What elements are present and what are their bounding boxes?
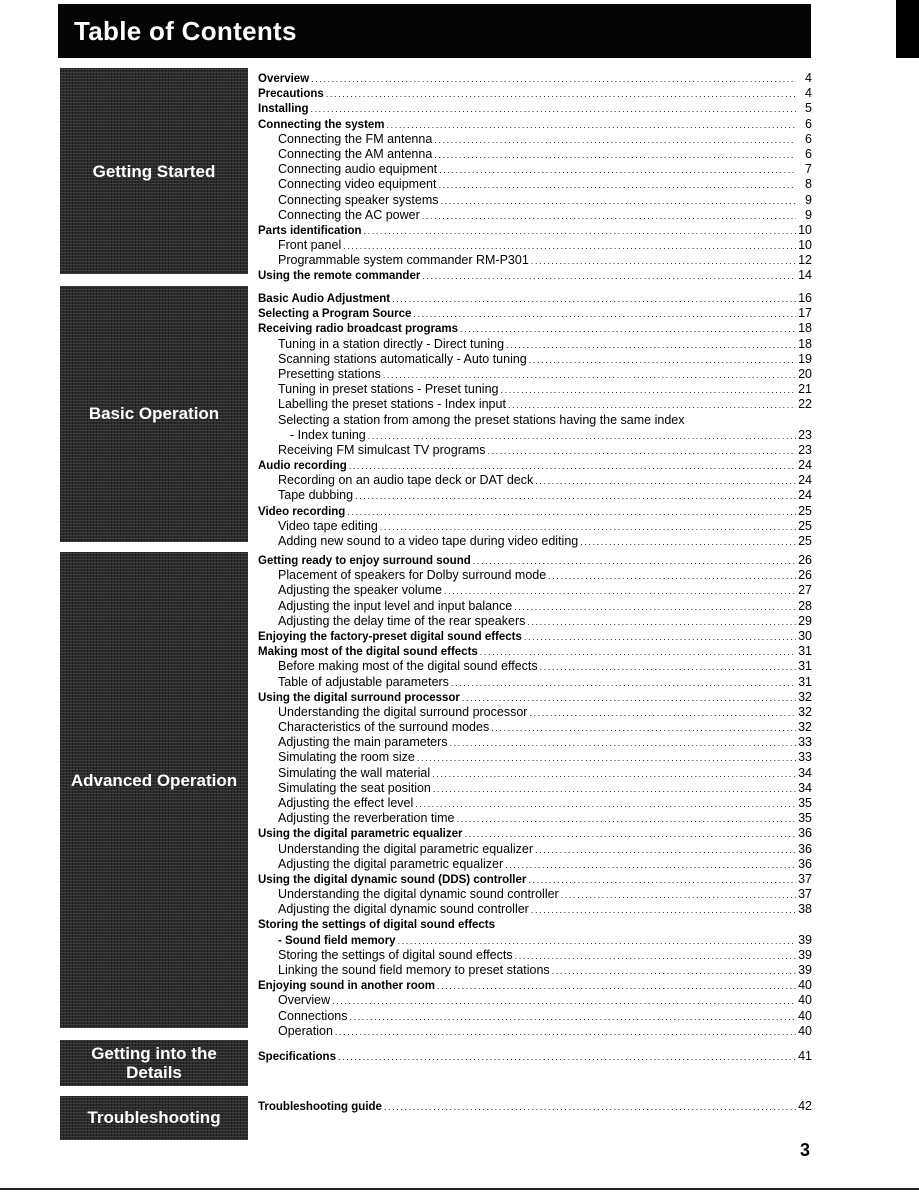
toc-entry	[258, 238, 812, 253]
section-block-advanced-operation	[60, 552, 248, 1028]
section-label-troubleshooting: Troubleshooting	[87, 1108, 221, 1127]
toc-entry-title: - Index tuning	[290, 427, 366, 442]
toc-page-number: 4	[805, 71, 812, 85]
toc-entry-title: Storing the settings of digital sound effects	[258, 918, 496, 931]
toc-page-number: 16	[798, 291, 812, 305]
toc-entry-title: Storing the settings of digital sound effects	[278, 947, 513, 962]
toc-page-number: 40	[798, 1008, 812, 1023]
toc-entry-title: - Sound field memory	[278, 934, 396, 947]
toc-leader-dots	[417, 751, 796, 765]
toc-entry-title: Troubleshooting guide	[258, 1101, 382, 1113]
toc-entry-title: Connecting the system	[258, 118, 385, 131]
toc-page-number: 35	[798, 811, 812, 826]
toc-entry-title: Video recording	[258, 505, 346, 518]
section-label-getting-started: Getting Started	[92, 162, 216, 181]
toc-page-number: 25	[798, 518, 812, 533]
toc-leader-dots	[451, 676, 796, 690]
toc-entry-title: Overview	[258, 73, 310, 85]
toc-leader-dots	[548, 569, 796, 583]
toc-entry	[258, 352, 812, 367]
toc-entry	[258, 71, 812, 86]
toc-entry-title: Presetting stations	[278, 366, 381, 381]
toc-page-number: 32	[798, 720, 812, 735]
toc-entry-title: Connecting the FM antenna	[278, 131, 433, 146]
toc-page-number: 37	[798, 887, 812, 902]
toc-leader-dots	[506, 338, 796, 352]
toc-page-number: 32	[798, 704, 812, 719]
toc-entry	[258, 750, 812, 765]
toc-page-number: 25	[798, 534, 812, 548]
toc-leader-dots	[349, 459, 796, 473]
toc-page-number: 30	[798, 628, 812, 643]
toc-entry-title: Connecting video equipment	[278, 177, 437, 192]
toc-entry	[258, 147, 812, 162]
section-block-basic-operation	[60, 286, 248, 542]
toc-entry	[258, 101, 812, 116]
toc-entry	[258, 568, 812, 583]
toc-entry-title: Simulating the seat position	[278, 780, 431, 795]
toc-entry	[258, 811, 812, 826]
bottom-rule	[0, 1188, 919, 1190]
page-title: Table of Contents	[74, 16, 297, 46]
toc-page-number: 4	[805, 86, 812, 101]
toc-leader-dots	[364, 224, 796, 238]
toc-leader-dots	[415, 797, 796, 811]
toc-leader-dots	[434, 148, 796, 162]
toc-section-troubleshooting	[258, 1099, 812, 1114]
toc-entry-title: Adjusting the main parameters	[278, 735, 448, 750]
toc-entry	[258, 614, 812, 629]
header-bar	[58, 4, 811, 58]
toc-entry-title: Using the digital dynamic sound (DDS) controller	[258, 873, 527, 886]
toc-leader-dots	[450, 736, 796, 750]
toc-entry	[258, 321, 812, 336]
toc-leader-dots	[350, 1010, 797, 1024]
toc-entry-title: Recording on an audio tape deck or DAT deck	[278, 473, 534, 488]
toc-page-number: 31	[798, 674, 812, 689]
toc-page-number: 23	[798, 442, 812, 457]
toc-entry	[258, 993, 812, 1008]
toc-section-advanced-operation	[258, 553, 812, 1039]
toc-leader-dots	[392, 292, 796, 306]
toc-entry	[258, 504, 812, 519]
toc-entry	[258, 337, 812, 352]
toc-page-number: 39	[798, 932, 812, 947]
toc-page-number: 20	[798, 366, 812, 381]
toc-leader-dots	[514, 600, 796, 614]
toc-leader-dots	[437, 979, 796, 993]
toc-leader-dots	[338, 1050, 796, 1064]
toc-page-number: 29	[798, 613, 812, 628]
section-label-getting-into-details-line1: Getting into the	[91, 1044, 217, 1063]
toc-leader-dots	[432, 767, 796, 781]
toc-entry-title: Using the digital parametric equalizer	[258, 828, 463, 841]
toc-entry-title: Receiving FM simulcast TV programs	[278, 442, 486, 457]
toc-entry-title: Specifications	[258, 1051, 336, 1063]
toc-entry-title: Using the digital surround processor	[258, 691, 460, 704]
toc-entry-title: Characteristics of the surround modes	[278, 720, 490, 735]
toc-entry	[258, 1024, 812, 1039]
toc-entry	[258, 132, 812, 147]
toc-page-number: 40	[798, 978, 812, 993]
toc-entry	[258, 1009, 812, 1024]
toc-section-getting-into-details	[258, 1049, 812, 1064]
toc-leader-dots	[456, 812, 796, 826]
toc-entry	[258, 428, 812, 443]
toc-page-number: 39	[798, 963, 812, 978]
toc-entry-title: Selecting a Program Source	[258, 308, 412, 321]
toc-leader-dots	[531, 254, 796, 268]
toc-leader-dots	[527, 615, 796, 629]
toc-leader-dots	[487, 444, 796, 458]
toc-entry	[258, 193, 812, 208]
toc-page-number: 8	[805, 177, 812, 192]
toc-entry-title: Getting ready to enjoy surround sound	[258, 555, 471, 567]
toc-entry	[258, 1099, 812, 1114]
toc-leader-dots	[310, 102, 796, 116]
toc-entry	[258, 659, 812, 674]
toc-leader-dots	[528, 873, 796, 887]
section-label-advanced-operation: Advanced Operation	[70, 771, 238, 790]
toc-entry	[258, 599, 812, 614]
toc-leader-dots	[383, 368, 796, 382]
toc-entry	[258, 629, 812, 644]
toc-page-number: 33	[798, 750, 812, 765]
toc-leader-dots	[387, 118, 796, 132]
toc-leader-dots	[439, 163, 796, 177]
toc-page-number: 26	[798, 568, 812, 583]
toc-leader-dots	[422, 209, 796, 223]
toc-entry	[258, 253, 812, 268]
toc-entry	[258, 766, 812, 781]
toc-leader-dots	[380, 520, 796, 534]
toc-leader-dots	[433, 782, 796, 796]
toc-entry-title: Placement of speakers for Dolby surround mode	[278, 568, 547, 583]
toc-entry-title: Operation	[278, 1023, 333, 1038]
toc-leader-dots	[535, 843, 796, 857]
toc-page-number: 19	[798, 351, 812, 366]
toc-page-number: 6	[805, 146, 812, 161]
toc-entry-title: Adjusting the digital dynamic sound controller	[278, 902, 529, 917]
toc-entry	[258, 117, 812, 132]
toc-entry	[258, 291, 812, 306]
toc-entry-title: Linking the sound field memory to preset stations	[278, 963, 550, 978]
toc-leader-dots	[462, 691, 796, 705]
toc-page-number: 24	[798, 473, 812, 488]
toc-page-number: 24	[798, 488, 812, 503]
toc-page-number: 41	[798, 1049, 812, 1063]
toc-leader-dots	[343, 239, 796, 253]
toc-entry-title: Precautions	[258, 88, 324, 101]
toc-page-number: 37	[798, 871, 812, 886]
toc-leader-dots	[561, 888, 796, 902]
toc-entry-title: Connecting the AC power	[278, 207, 420, 222]
toc-leader-dots	[398, 934, 796, 948]
toc-page-number: 31	[798, 644, 812, 659]
toc-leader-dots	[311, 72, 796, 86]
toc-section-basic-operation	[258, 291, 812, 549]
toc-entry-title: Adjusting the effect level	[278, 796, 414, 810]
toc-page-number: 17	[798, 306, 812, 321]
toc-entry-title: Tuning in preset stations - Preset tuning	[278, 382, 499, 397]
toc-leader-dots	[332, 994, 796, 1008]
toc-entry-title: Before making most of the digital sound effects	[278, 659, 538, 674]
toc-entry-title: Enjoying the factory-preset digital sound effects	[258, 630, 522, 643]
toc-entry-title: Adjusting the reverberation time	[278, 811, 455, 826]
toc-entry	[258, 826, 812, 841]
toc-entry	[258, 367, 812, 382]
toc-page-number: 7	[805, 162, 812, 177]
toc-entry-title: Understanding the digital dynamic sound controller	[278, 887, 559, 902]
toc-leader-dots	[531, 903, 796, 917]
toc-entry	[258, 872, 812, 887]
toc-entry	[258, 553, 812, 568]
toc-entry-title: Understanding the digital surround processor	[278, 704, 528, 719]
toc-page-number: 10	[798, 222, 812, 237]
toc-entry	[258, 519, 812, 534]
toc-entry	[258, 781, 812, 796]
toc-entry	[258, 978, 812, 993]
toc-page-number: 33	[798, 735, 812, 750]
toc-entry	[258, 413, 812, 428]
toc-page-number: 6	[805, 131, 812, 146]
toc-entry	[258, 488, 812, 503]
toc-entry	[258, 690, 812, 705]
toc-page-number: 10	[798, 238, 812, 253]
toc-page-number: 22	[798, 397, 812, 412]
toc-leader-dots	[505, 858, 796, 872]
toc-page-number: 42	[798, 1099, 812, 1113]
toc-leader-dots	[480, 645, 796, 659]
toc-leader-dots	[524, 630, 796, 644]
toc-entry-title: Labelling the preset stations - Index input	[278, 397, 506, 412]
toc-entry	[258, 963, 812, 978]
toc-entry-title: Table of adjustable parameters	[278, 674, 449, 689]
toc-leader-dots	[508, 398, 796, 412]
toc-leader-dots	[355, 489, 796, 503]
toc-entry-title: Overview	[278, 993, 331, 1008]
section-label-basic-operation: Basic Operation	[88, 404, 220, 423]
toc-entry-title: Adjusting the input level and input balance	[278, 598, 513, 613]
toc-leader-dots	[501, 383, 797, 397]
toc-page-number: 14	[798, 268, 812, 283]
toc-entry	[258, 644, 812, 659]
toc-entry	[258, 162, 812, 177]
toc-entry	[258, 268, 812, 283]
toc-page-number: 32	[798, 689, 812, 704]
toc-entry	[258, 1049, 812, 1064]
section-block-getting-into-details	[60, 1040, 248, 1086]
toc-leader-dots	[368, 429, 796, 443]
toc-entry-title: Receiving radio broadcast programs	[258, 323, 459, 336]
toc-leader-dots	[580, 535, 796, 549]
toc-page-number: 34	[798, 780, 812, 795]
toc-entry-title: Adjusting the digital parametric equalizer	[278, 856, 504, 871]
toc-page-number: 36	[798, 856, 812, 871]
toc-page-number: 36	[798, 826, 812, 841]
toc-entry	[258, 306, 812, 321]
toc-entry-title: Adjusting the delay time of the rear speakers	[278, 613, 526, 628]
toc-leader-dots	[529, 353, 796, 367]
toc-entry-title: Parts identification	[258, 224, 362, 237]
toc-leader-dots	[529, 706, 796, 720]
toc-entry-title: Connections	[278, 1008, 348, 1023]
toc-leader-dots	[515, 949, 796, 963]
toc-entry-title: Programmable system commander RM-P301	[278, 253, 529, 268]
toc-entry-title: Connecting speaker systems	[278, 192, 439, 207]
toc-leader-dots	[384, 1100, 796, 1114]
toc-entry	[258, 382, 812, 397]
corner-mark	[896, 0, 919, 58]
toc-entry-title: Connecting the AM antenna	[278, 146, 433, 161]
toc-page-number: 34	[798, 765, 812, 780]
toc-leader-dots	[335, 1025, 796, 1039]
toc-page-number: 36	[798, 841, 812, 856]
toc-entry-title: Selecting a station from among the preset stations having the same index	[278, 412, 685, 427]
toc-entry	[258, 223, 812, 238]
toc-page-number: 27	[798, 583, 812, 598]
toc-entry	[258, 918, 812, 933]
toc-entry-title: Adding new sound to a video tape during video editing	[278, 534, 579, 548]
toc-page-number: 6	[805, 116, 812, 131]
toc-entry-title: Installing	[258, 103, 309, 116]
toc-page-number: 38	[798, 902, 812, 917]
toc-page-number: 18	[798, 336, 812, 351]
toc-leader-dots	[438, 178, 796, 192]
toc-entry-title: Simulating the room size	[278, 750, 415, 765]
toc-entry-title: Understanding the digital parametric equalizer	[278, 841, 534, 856]
toc-entry-title: Tuning in a station directly - Direct tuning	[278, 336, 505, 351]
toc-leader-dots	[441, 194, 797, 208]
toc-entry	[258, 583, 812, 598]
toc-entry	[258, 735, 812, 750]
toc-page-number: 21	[798, 382, 812, 397]
toc-entry	[258, 443, 812, 458]
toc-entry	[258, 720, 812, 735]
toc-leader-dots	[465, 827, 797, 841]
toc-entry-title: Video tape editing	[278, 518, 378, 533]
toc-entry	[258, 857, 812, 872]
toc-leader-dots	[473, 554, 796, 568]
toc-page-number: 40	[798, 993, 812, 1008]
page-number: 3	[800, 1140, 811, 1160]
toc-entry	[258, 86, 812, 101]
toc-entry	[258, 796, 812, 811]
section-block-getting-started	[60, 68, 248, 274]
toc-page-number: 39	[798, 947, 812, 962]
toc-entry	[258, 208, 812, 223]
toc-section-getting-started	[258, 71, 812, 284]
toc-leader-dots	[535, 474, 796, 488]
section-label-getting-into-details-line2: Details	[126, 1063, 182, 1082]
toc-entry	[258, 887, 812, 902]
toc-page-number: 25	[798, 503, 812, 518]
toc-entry-title: Basic Audio Adjustment	[258, 293, 391, 305]
toc-leader-dots	[552, 964, 796, 978]
toc-leader-dots	[326, 87, 796, 101]
toc-entry	[258, 902, 812, 917]
toc-leader-dots	[413, 307, 796, 321]
toc-leader-dots	[434, 133, 796, 147]
toc-entry	[258, 177, 812, 192]
toc-page-number: 23	[798, 427, 812, 442]
toc-entry-title: Enjoying sound in another room	[258, 980, 435, 993]
toc-page-number: 26	[798, 553, 812, 567]
toc-leader-dots	[491, 721, 796, 735]
toc-entry-title: Audio recording	[258, 460, 347, 473]
toc-page-number: 40	[798, 1023, 812, 1038]
toc-entry-title: Connecting audio equipment	[278, 162, 438, 177]
toc-entry-title: Making most of the digital sound effects	[258, 646, 478, 659]
toc-entry	[258, 473, 812, 488]
toc-page-number: 9	[805, 207, 812, 222]
toc-page-number: 9	[805, 192, 812, 207]
toc-entry-title: Simulating the wall material	[278, 765, 431, 780]
toc-page-number: 35	[798, 796, 812, 810]
toc-page-number: 12	[798, 253, 812, 268]
toc-leader-dots	[347, 505, 796, 519]
toc-entry	[258, 933, 812, 948]
toc-entry	[258, 842, 812, 857]
toc-entry	[258, 675, 812, 690]
section-block-troubleshooting	[60, 1096, 248, 1140]
toc-page-number: 18	[798, 321, 812, 336]
toc-leader-dots	[540, 660, 796, 674]
toc-leader-dots	[422, 269, 796, 283]
toc-entry	[258, 705, 812, 720]
toc-entry-title: Tape dubbing	[278, 488, 354, 503]
toc-leader-dots	[444, 584, 796, 598]
toc-entry	[258, 458, 812, 473]
toc-entry-title: Adjusting the speaker volume	[278, 583, 442, 598]
toc-entry	[258, 397, 812, 412]
toc-page-number: 28	[798, 598, 812, 613]
toc-entry-title: Front panel	[278, 238, 342, 253]
toc-entry	[258, 534, 812, 549]
toc-page-number: 31	[798, 659, 812, 674]
toc-page-number: 24	[798, 458, 812, 473]
toc-entry-title: Using the remote commander	[258, 270, 421, 283]
toc-page-number: 5	[805, 101, 812, 116]
toc-entry-title: Scanning stations automatically - Auto tuning	[278, 351, 527, 366]
toc-leader-dots	[460, 322, 796, 336]
toc-entry	[258, 948, 812, 963]
